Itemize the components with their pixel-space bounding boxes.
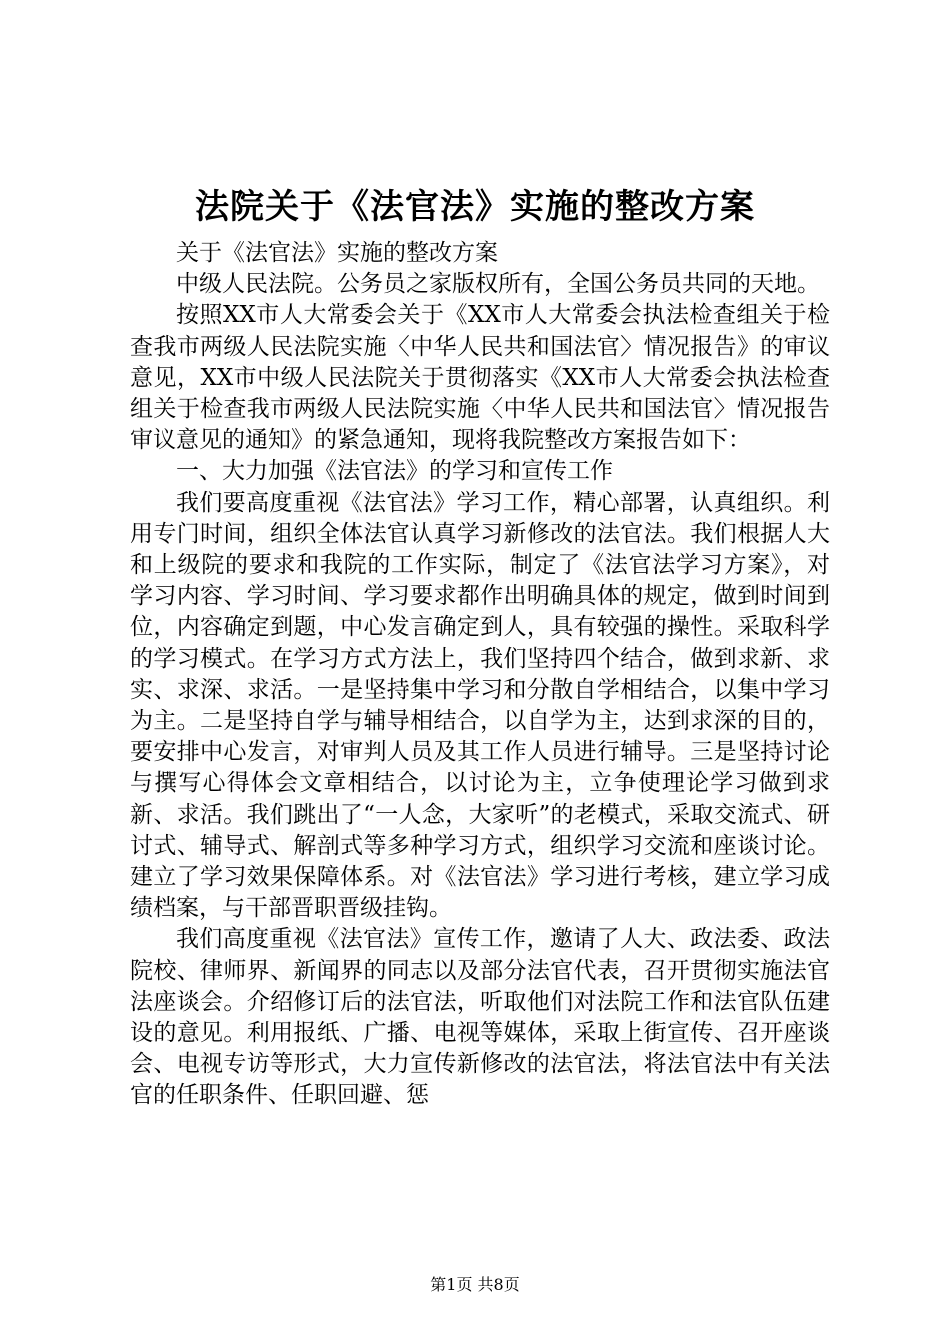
section-heading-1: 一、大力加强《法官法》的学习和宣传工作 xyxy=(176,458,613,485)
paragraph-subtitle: 关于《法官法》实施的整改方案 xyxy=(176,240,498,266)
document-title: 法院关于《法官法》实施的整改方案 xyxy=(195,187,755,227)
paragraph-study: 我们要高度重视《法官法》学习工作，精心部署，认真组织。利用专门时间，组织全体法官认真学习新修改的法官法。我们根据人大和上级院的要求和我院的工作实际，制定了《法官法学习方案》，对学习内容、学习时间、学习要求都作出明确具体的规定，做到时间到位，内容确定到题，中心发言确定到人，具有较强的操性。采取科学的学习模式。在学习方式方法上，我们坚持四个结合，做到求新、求实、求深、求活。一是坚持集中学习和分散自学相结合，以集中学习为主。二是坚持自学与辅导相结合，以自学为主，达到求深的目的，要安排中心发言，对审判人员及其工作人员进行辅导。三是坚持讨论与撰写心得体会文章相结合，以讨论为主，立争使理论学习做到求新、求活。我们跳出了“一人念，大家听”的老模式，采取交流式、研讨式、辅导式、解剖式等多种学习方式，组织学习交流和座谈讨论。建立了学习效果保障体系。对《法官法》学习进行考核，建立学习成绩档案，与干部晋职晋级挂钩。 xyxy=(130,489,830,922)
paragraph-addressee: 中级人民法院。公务员之家版权所有，全国公务员共同的天地。 xyxy=(176,271,820,298)
document-body xyxy=(130,238,830,1112)
page-footer: 第1页 共8页 xyxy=(430,1275,520,1294)
paragraph-publicity: 我们高度重视《法官法》宣传工作，邀请了人大、政法委、政法院校、律师界、新闻界的同志以及部分法官代表，召开贯彻实施法官法座谈会。介绍修订后的法官法，听取他们对法院工作和法官队伍建设的意见。利用报纸、广播、电视等媒体，采取上街宣传、召开座谈会、电视专访等形式，大力宣传新修改的法官法，将法官法中有关法官的任职条件、任职回避、惩 xyxy=(130,926,830,1109)
paragraph-intro: 按照XX市人大常委会关于《XX市人大常委会执法检查组关于检查我市两级人民法院实施〈中华人民共和国法官〉情况报告》的审议意见，XX市中级人民法院关于贯彻落实《XX市人大常委会执法检查组关于检查我市两级人民法院实施〈中华人民共和国法官〉情况报告审议意见的通知》的紧急通知，现将我院整改方案报告如下： xyxy=(130,302,830,454)
